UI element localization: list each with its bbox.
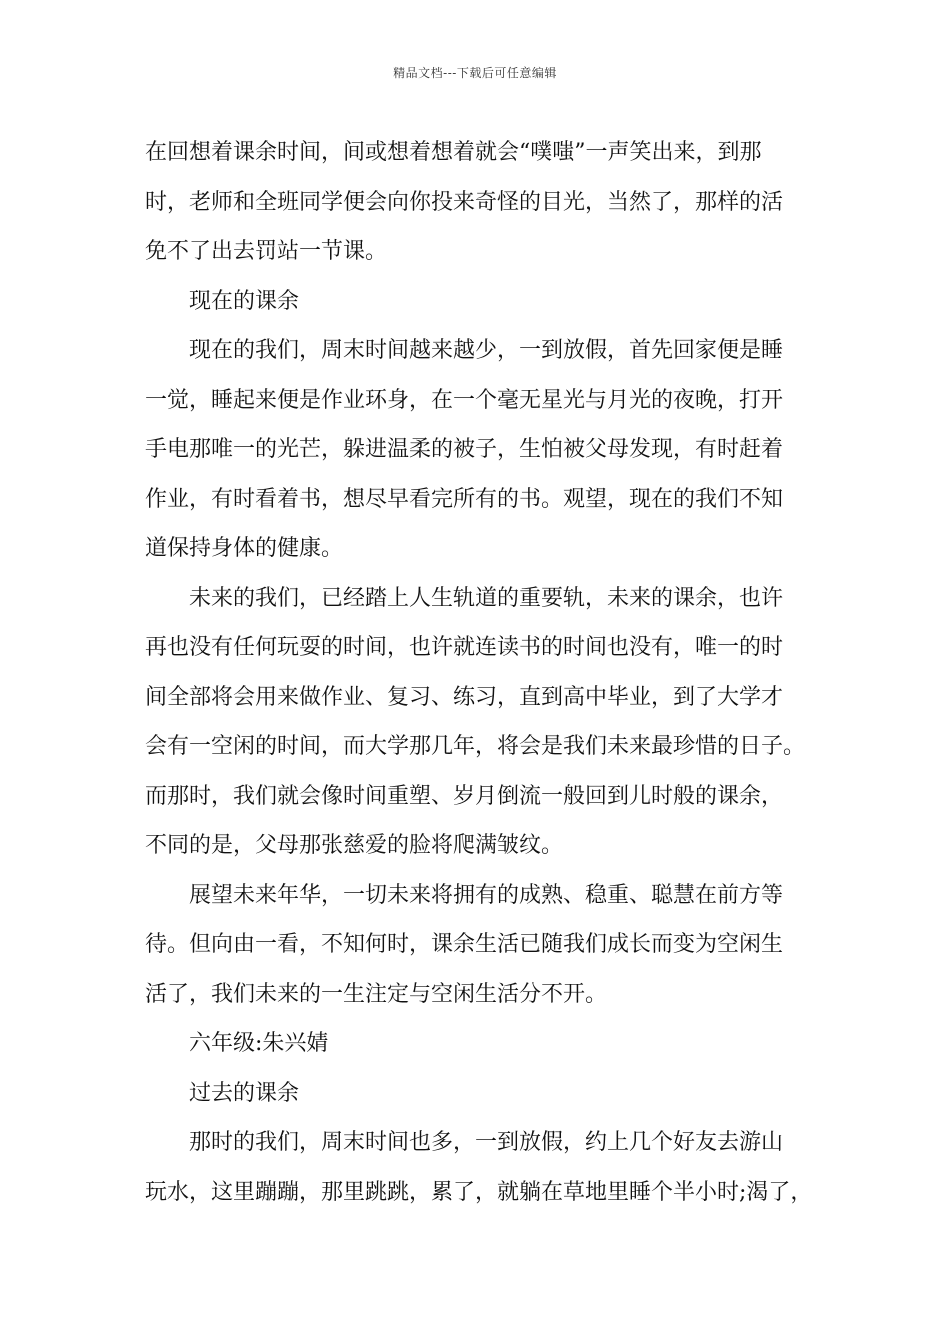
text-line: 手电那唯一的光芒，躲进温柔的被子，生怕被父母发现，有时赶着: [145, 437, 784, 462]
text-line: 道保持身体的健康。: [145, 536, 344, 561]
text-line: 玩水，这里蹦蹦，那里跳跳，累了，就躺在草地里睡个半小时;渴了，: [145, 1179, 813, 1205]
text-line: 再也没有任何玩耍的时间，也许就连读书的时间也没有，唯一的时: [145, 635, 784, 660]
text-line: 一觉，睡起来便是作业环身，在一个毫无星光与月光的夜晚，打开: [145, 387, 784, 413]
text-line: 在回想着课余时间，间或想着想着就会“噗嗤”一声笑出来，到那: [145, 140, 762, 165]
text-line: 而那时，我们就会像时间重塑、岁月倒流一般回到儿时般的课余，: [145, 783, 784, 809]
text-line: 展望未来年华，一切未来将拥有的成熟、稳重、聪慧在前方等: [189, 882, 784, 908]
text-line: 六年级:朱兴婧: [189, 1031, 329, 1056]
document-body: [145, 128, 835, 1217]
text-line: 作业，有时看着书，想尽早看完所有的书。观望，现在的我们不知: [145, 486, 784, 512]
text-line: 那时的我们，周末时间也多，一到放假，约上几个好友去游山: [189, 1130, 784, 1155]
text-line: 现在的课余: [189, 288, 300, 314]
text-line: 过去的课余: [189, 1080, 300, 1106]
page-header: 精品文档---下载后可任意编辑: [393, 66, 557, 80]
text-line: 待。但向由一看，不知何时，课余生活已随我们成长而变为空闲生: [145, 932, 784, 957]
text-line: 未来的我们，已经踏上人生轨道的重要轨，未来的课余，也许: [189, 585, 784, 611]
text-line: 不同的是，父母那张慈爱的脸将爬满皱纹。: [145, 833, 564, 858]
text-line: 间全部将会用来做作业、复习、练习，直到高中毕业，到了大学才: [145, 684, 784, 710]
text-line: 会有一空闲的时间，而大学那几年，将会是我们未来最珍惜的日子。: [145, 734, 806, 759]
text-line: 现在的我们，周末时间越来越少，一到放假，首先回家便是睡: [189, 338, 784, 363]
text-line: 免不了出去罚站一节课。: [145, 239, 388, 264]
text-line: 时，老师和全班同学便会向你投来奇怪的目光，当然了，那样的活: [145, 189, 784, 215]
text-line: 活了，我们未来的一生注定与空闲生活分不开。: [145, 981, 608, 1007]
